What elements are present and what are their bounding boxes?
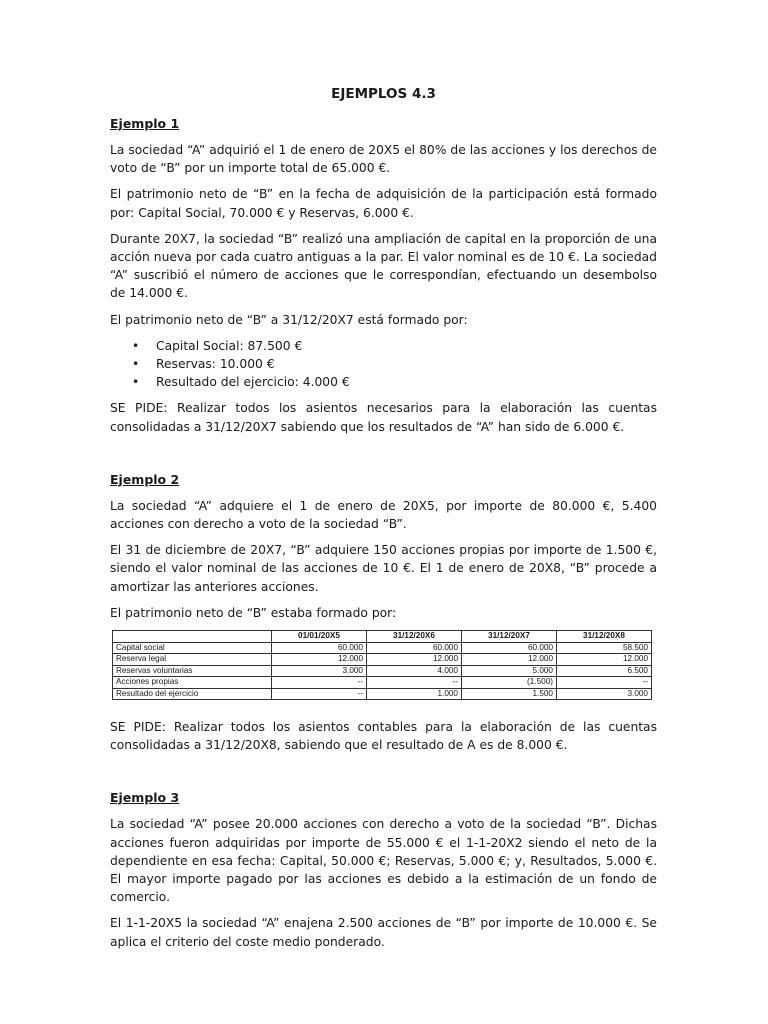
table-cell-label: Acciones propias (113, 677, 272, 689)
table-row (113, 677, 652, 689)
table-cell: 6.500 (557, 665, 652, 677)
table-cell: 5.000 (462, 665, 557, 677)
table-cell: 60.000 (462, 642, 557, 654)
table-cell: 3.000 (272, 665, 367, 677)
table-cell: 1.500 (462, 688, 557, 700)
table-cell: 3.000 (557, 688, 652, 700)
table-cell-label: Resultado del ejercicio (113, 688, 272, 700)
list-item (132, 355, 657, 373)
document-page (110, 86, 657, 959)
table-cell: 12.000 (367, 654, 462, 666)
bullet-icon: • (132, 375, 140, 390)
table-cell-label: Capital social (113, 642, 272, 654)
table-cell: 12.000 (272, 654, 367, 666)
table-header-cell: 31/12/20X6 (367, 631, 462, 643)
table-cell: -- (367, 677, 462, 689)
example-2-paragraph-2: El 31 de diciembre de 20X7, “B” adquiere 150 acciones propias por importe de 1.500 €, siendo el valor nominal de las acciones de 10 €. El 1 de enero de 20X8, “B” procede a amortizar las anteriores acciones. (110, 543, 657, 594)
table-cell-label: Reservas voluntarias (113, 665, 272, 677)
table-cell: -- (557, 677, 652, 689)
example-1-paragraph-3: Durante 20X7, la sociedad “B” realizó una ampliación de capital en la proporción de una acción nueva por cada cuatro antiguas a la par. El valor nominal es de 10 €. La sociedad “A” suscribió el número de acciones que le correspondían, efectuando un desembolso de 14.000 €. (110, 231, 657, 301)
example-1-paragraph-4: El patrimonio neto de “B” a 31/12/20X7 está formado por: (110, 312, 468, 327)
example-3-paragraph-2: El 1-1-20X5 la sociedad “A” enajena 2.500 acciones de “B” por importe de 10.000 €. Se aplica el criterio del coste medio ponderado. (110, 916, 657, 949)
table-header-cell: 01/01/20X5 (272, 631, 367, 643)
table-cell: (1.500) (462, 677, 557, 689)
table-cell: 12.000 (557, 654, 652, 666)
table-header-cell: 31/12/20X8 (557, 631, 652, 643)
table-cell-label: Reserva legal (113, 654, 272, 666)
example-2-heading: Ejemplo 2 (110, 471, 180, 487)
example-2-paragraph-3: El patrimonio neto de “B” estaba formado por: (110, 605, 397, 620)
bullet-icon: • (132, 338, 140, 353)
example-3-paragraph-1: La sociedad “A” posee 20.000 acciones con derecho a voto de la sociedad “B”. Dichas acciones fueron adquiridas por importe de 55.000 € el 1-1-20X2 siendo el neto de la dependiente en esa fecha: Capital, 50.000 €; Reservas, 5.000 €; y, Resultados, 5.000 €. El mayor importe pagado por las acciones es debido a la estimación de un fondo de comercio. (110, 817, 657, 905)
table-cell: 60.000 (272, 642, 367, 654)
table-header-cell (113, 631, 272, 643)
list-item-text: Resultado del ejercicio: 4.000 € (156, 375, 350, 390)
table-cell: 4.000 (367, 665, 462, 677)
table-row (113, 654, 652, 666)
example-1-paragraph-2: El patrimonio neto de “B” en la fecha de adquisición de la participación está formado por: Capital Social, 70.000 € y Reservas, 6.000 €. (110, 187, 657, 220)
table-cell: 60.000 (367, 642, 462, 654)
list-item-text: Capital Social: 87.500 € (156, 338, 303, 353)
example-2-task: SE PIDE: Realizar todos los asientos contables para la elaboración de las cuentas consolidadas a 31/12/20X8, sabiendo que el resultado de A es de 8.000 €. (110, 720, 657, 753)
example-3-heading: Ejemplo 3 (110, 790, 180, 806)
example-1-task: SE PIDE: Realizar todos los asientos necesarios para la elaboración las cuentas consolidadas a 31/12/20X7 sabiendo que los resultados de “A” han sido de 6.000 €. (110, 401, 657, 434)
table-cell: 58.500 (557, 642, 652, 654)
table-cell: -- (272, 688, 367, 700)
equity-table (112, 630, 652, 700)
example-1-heading: Ejemplo 1 (110, 116, 180, 131)
bullet-icon: • (132, 357, 140, 372)
table-row (113, 688, 652, 700)
list-item (132, 337, 657, 355)
list-item-text: Reservas: 10.000 € (156, 357, 275, 372)
table-header-cell: 31/12/20X7 (462, 631, 557, 643)
table-header-row (113, 631, 652, 643)
table-cell: -- (272, 677, 367, 689)
example-2-paragraph-1: La sociedad “A” adquiere el 1 de enero de 20X5, por importe de 80.000 €, 5.400 acciones con derecho a voto de la sociedad “B”. (110, 498, 657, 532)
example-1-paragraph-1: La sociedad “A” adquirió el 1 de enero de 20X5 el 80% de las acciones y los derechos de voto de “B” por un importe total de 65.000 €. (110, 143, 657, 176)
example-1-bullet-list (110, 337, 657, 392)
table-cell: 12.000 (462, 654, 557, 666)
table-row (113, 665, 652, 677)
document-title: EJEMPLOS 4.3 (331, 86, 436, 102)
table-row (113, 642, 652, 654)
list-item (132, 373, 657, 391)
table-cell: 1.000 (367, 688, 462, 700)
